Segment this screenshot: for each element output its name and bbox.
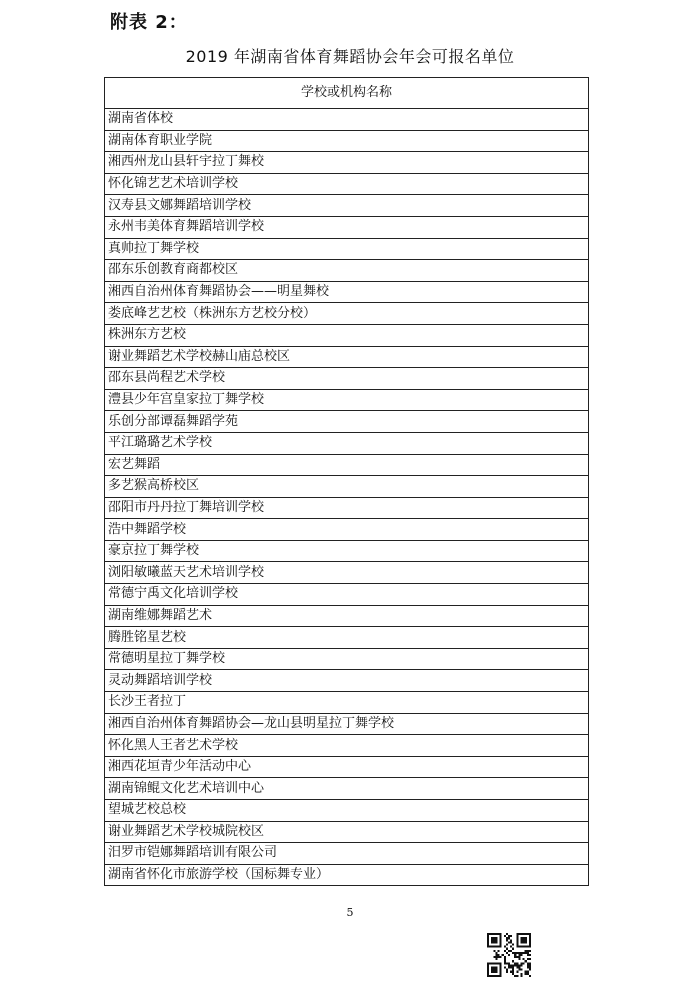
table-row xyxy=(105,800,589,822)
table-row xyxy=(105,627,589,649)
school-name-cell: 谢业舞蹈艺术学校赫山庙总校区 xyxy=(105,346,589,368)
school-name-cell: 腾胜铭星艺校 xyxy=(105,627,589,649)
table-row xyxy=(105,843,589,865)
table-row xyxy=(105,540,589,562)
table-row xyxy=(105,497,589,519)
school-name-cell: 永州韦美体育舞蹈培训学校 xyxy=(105,216,589,238)
school-name-cell: 怀化黑人王者艺术学校 xyxy=(105,735,589,757)
table-row xyxy=(105,605,589,627)
table-row xyxy=(105,411,589,433)
table-row xyxy=(105,152,589,174)
table-row xyxy=(105,389,589,411)
table-row xyxy=(105,864,589,886)
school-name-cell: 豪京拉丁舞学校 xyxy=(105,540,589,562)
table-row xyxy=(105,109,589,131)
table-row xyxy=(105,670,589,692)
school-name-cell: 湖南体育职业学院 xyxy=(105,130,589,152)
school-name-cell: 娄底峰艺艺校（株洲东方艺校分校） xyxy=(105,303,589,325)
school-name-cell: 株洲东方艺校 xyxy=(105,324,589,346)
school-name-cell: 汉寿县文娜舞蹈培训学校 xyxy=(105,195,589,217)
school-name-cell: 湘西自治州体育舞蹈协会—龙山县明星拉丁舞学校 xyxy=(105,713,589,735)
table-row xyxy=(105,324,589,346)
table-header-row xyxy=(105,78,589,109)
table-row xyxy=(105,216,589,238)
page-number: 5 xyxy=(346,906,354,919)
school-name-cell: 宏艺舞蹈 xyxy=(105,454,589,476)
table-row xyxy=(105,281,589,303)
table-row xyxy=(105,432,589,454)
table-row xyxy=(105,778,589,800)
school-table xyxy=(104,77,589,886)
table-row xyxy=(105,519,589,541)
table-row xyxy=(105,756,589,778)
table-row xyxy=(105,130,589,152)
table-row xyxy=(105,692,589,714)
table-row xyxy=(105,454,589,476)
school-name-cell: 谢业舞蹈艺术学校城院校区 xyxy=(105,821,589,843)
school-name-cell: 灵动舞蹈培训学校 xyxy=(105,670,589,692)
school-name-cell: 邵东县尚程艺术学校 xyxy=(105,368,589,390)
table-row xyxy=(105,821,589,843)
school-name-cell: 湘西花垣青少年活动中心 xyxy=(105,756,589,778)
school-name-cell: 乐创分部谭磊舞蹈学苑 xyxy=(105,411,589,433)
school-name-cell: 常德宁禹文化培训学校 xyxy=(105,584,589,606)
school-name-cell: 真帅拉丁舞学校 xyxy=(105,238,589,260)
school-name-cell: 湖南维娜舞蹈艺术 xyxy=(105,605,589,627)
table-row xyxy=(105,584,589,606)
table-row xyxy=(105,346,589,368)
table-row xyxy=(105,238,589,260)
school-name-cell: 汨罗市铠娜舞蹈培训有限公司 xyxy=(105,843,589,865)
school-name-cell: 湖南省体校 xyxy=(105,109,589,131)
school-name-cell: 平江璐璐艺术学校 xyxy=(105,432,589,454)
table-row xyxy=(105,648,589,670)
school-name-cell: 多艺猴高桥校区 xyxy=(105,476,589,498)
school-name-cell: 湘西州龙山县轩宇拉丁舞校 xyxy=(105,152,589,174)
table-row xyxy=(105,303,589,325)
qr-code-icon xyxy=(487,933,531,977)
school-name-cell: 望城艺校总校 xyxy=(105,800,589,822)
school-name-cell: 湖南锦鲲文化艺术培训中心 xyxy=(105,778,589,800)
school-name-cell: 怀化锦艺艺术培训学校 xyxy=(105,173,589,195)
document-title: 2019 年湖南省体育舞蹈协会年会可报名单位 xyxy=(185,47,515,66)
table-row xyxy=(105,260,589,282)
table-body xyxy=(105,109,589,886)
appendix-label: 附表 2： xyxy=(110,12,188,33)
school-name-cell: 浏阳敏曦蓝天艺术培训学校 xyxy=(105,562,589,584)
school-name-cell: 湖南省怀化市旅游学校（国标舞专业） xyxy=(105,864,589,886)
school-name-cell: 澧县少年宫皇家拉丁舞学校 xyxy=(105,389,589,411)
table-row xyxy=(105,713,589,735)
school-name-cell: 浩中舞蹈学校 xyxy=(105,519,589,541)
table-row xyxy=(105,476,589,498)
table-row xyxy=(105,173,589,195)
table-row xyxy=(105,195,589,217)
school-name-cell: 长沙王者拉丁 xyxy=(105,692,589,714)
school-name-cell: 常德明星拉丁舞学校 xyxy=(105,648,589,670)
table-row xyxy=(105,735,589,757)
school-name-cell: 邵东乐创教育商都校区 xyxy=(105,260,589,282)
school-name-cell: 邵阳市丹丹拉丁舞培训学校 xyxy=(105,497,589,519)
table-row xyxy=(105,562,589,584)
table-row xyxy=(105,368,589,390)
column-header: 学校或机构名称 xyxy=(105,78,589,109)
school-name-cell: 湘西自治州体育舞蹈协会——明星舞校 xyxy=(105,281,589,303)
